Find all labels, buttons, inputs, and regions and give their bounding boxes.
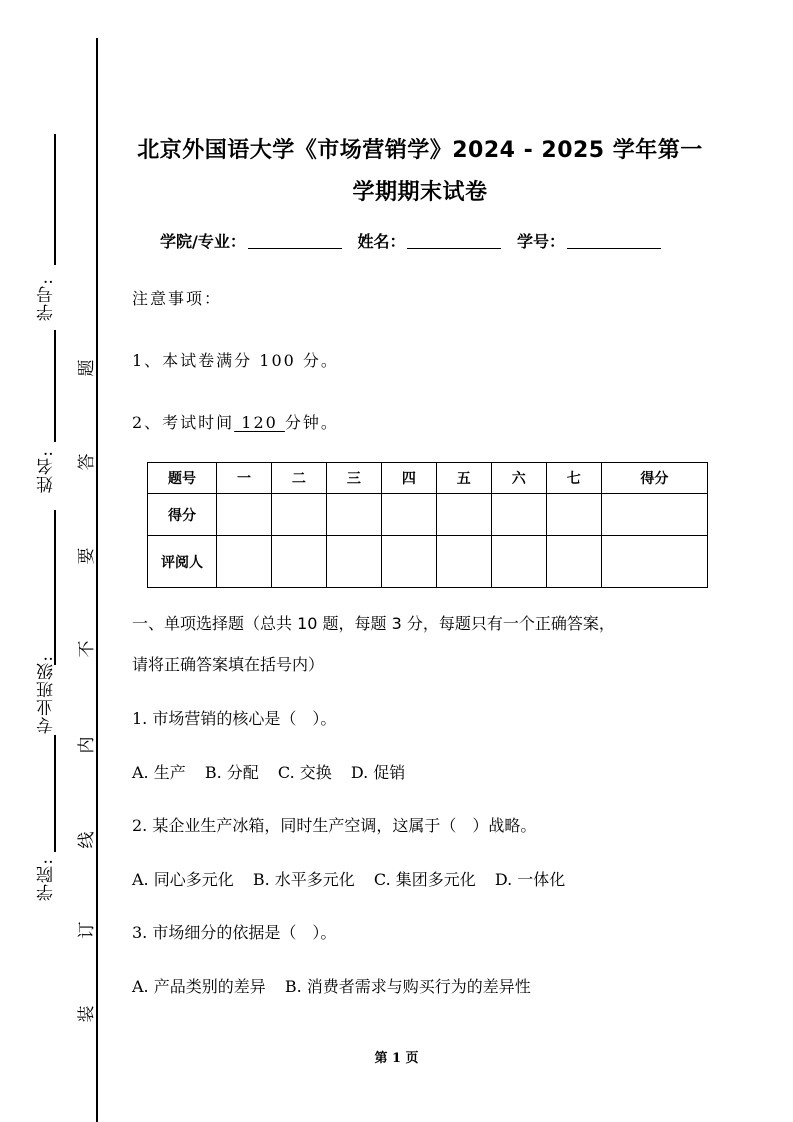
option-d: D. 一体化 [494,870,566,889]
table-header-cell: 二 [271,463,326,494]
exam-title-line1: 北京外国语大学《市场营销学》2024 - 2025 学年第一 [137,138,703,163]
option-c: C. 集团多元化 [373,870,476,889]
grader-cell[interactable] [436,536,491,588]
option-b: B. 水平多元化 [252,870,355,889]
field-line-major-class [54,510,56,665]
option-a: A. 生产 [132,763,186,782]
question-text: 市场营销的核心是（ ）。 [152,709,337,728]
score-cell[interactable] [546,494,601,536]
score-table-row-score [148,494,708,536]
grader-cell[interactable] [546,536,601,588]
page-number: 第 1 页 [374,1051,419,1066]
field-line-name [54,330,56,442]
option-a: A. 产品类别的差异 [132,977,266,996]
note-item-1: 1、本试卷满分 100 分。 [132,351,339,370]
table-header-cell: 题号 [148,463,217,494]
name-label: 姓名： [357,232,406,251]
option-d: D. 促销 [350,763,406,782]
score-cell[interactable] [436,494,491,536]
margin-label-major-class: 专业班级: [37,655,57,734]
margin-label-student-id: 学号: [37,278,57,321]
table-header-cell: 一 [217,463,272,494]
score-table-row-grader [148,536,708,588]
table-header-cell: 三 [326,463,381,494]
student-id-label: 学号： [517,232,566,251]
grader-cell[interactable] [271,536,326,588]
question-text: 市场细分的依据是（ ）。 [152,923,337,942]
option-c: C. 交换 [277,763,332,782]
question-3 [132,920,336,943]
table-row-label: 得分 [148,494,217,536]
question-number: 2. [132,816,148,835]
question-3-options [132,974,545,997]
college-major-label: 学院/专业： [160,232,246,251]
option-b: B. 分配 [204,763,259,782]
margin-warning-char: 装 [77,1005,97,1023]
section-1-heading-line2: 请将正确答案填在括号内） [132,655,325,674]
note-item-2-prefix: 2、考试时间 [132,413,235,432]
score-cell[interactable] [601,494,707,536]
student-info-line [160,229,671,252]
exam-title-line2: 学期期末试卷 [352,180,488,205]
margin-warning-char: 线 [77,831,97,849]
score-table [147,462,708,588]
field-line-student-id [54,134,56,265]
score-cell[interactable] [217,494,272,536]
margin-warning-char: 答 [77,453,97,471]
table-header-cell: 四 [381,463,436,494]
question-number: 1. [132,709,148,728]
margin-warning-char: 要 [77,547,97,565]
score-cell[interactable] [271,494,326,536]
table-row-label: 评阅人 [148,536,217,588]
score-cell[interactable] [326,494,381,536]
margin-warning-char: 内 [77,736,97,754]
margin-warning-char: 不 [77,640,97,658]
table-header-cell: 五 [436,463,491,494]
section-1-heading-line1: 一、单项选择题（总共 10 题，每题 3 分，每题只有一个正确答案， [132,614,615,633]
grader-cell[interactable] [217,536,272,588]
grader-cell[interactable] [491,536,546,588]
note-item-2 [132,410,339,433]
score-cell[interactable] [491,494,546,536]
question-2-options [132,867,579,890]
option-a: A. 同心多元化 [132,870,234,889]
notes-heading: 注意事项： [132,289,223,308]
question-1-options [132,760,419,783]
grader-cell[interactable] [326,536,381,588]
student-id-field[interactable] [567,232,661,249]
table-header-cell: 六 [491,463,546,494]
margin-label-name: 姓名: [37,450,57,493]
question-number: 3. [132,923,148,942]
question-2 [132,813,536,836]
option-b: B. 消费者需求与购买行为的差异性 [284,977,531,996]
margin-warning-char: 题 [77,359,97,377]
field-line-major-class-lower [54,735,56,852]
table-header-cell: 得分 [601,463,707,494]
grader-cell[interactable] [601,536,707,588]
margin-label-college: 学院: [37,858,57,901]
binding-line [96,38,98,1122]
grader-cell[interactable] [381,536,436,588]
score-cell[interactable] [381,494,436,536]
question-text: 某企业生产冰箱，同时生产空调，这属于（ ）战略。 [152,816,537,835]
score-table-header-row [148,463,708,494]
margin-warning-char: 订 [77,921,97,939]
name-field[interactable] [407,232,501,249]
note-item-2-suffix: 分钟。 [284,413,339,432]
college-major-field[interactable] [248,232,342,249]
exam-duration-value: 120 [234,413,285,432]
question-1 [132,706,336,729]
table-header-cell: 七 [546,463,601,494]
